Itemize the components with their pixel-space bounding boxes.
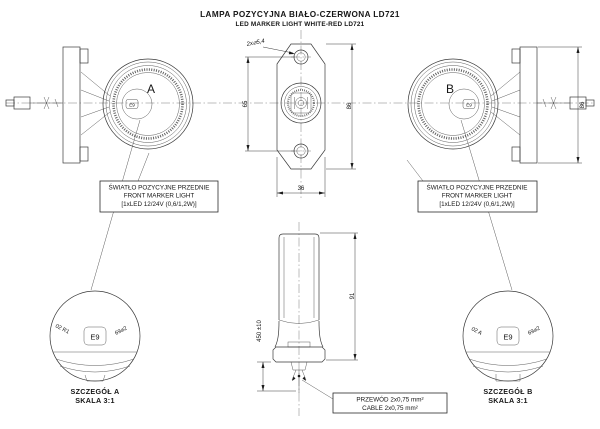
dim86r-text: 86 [580,101,586,109]
lamp-a-badge-text: E9 [129,102,135,108]
label-box-right-leader [407,160,423,181]
title [200,10,400,28]
detail-b-mark-left: 02 A [470,326,483,337]
detail-b-scale: SKALA 3:1 [488,396,528,405]
label-left-line3: [1xLED 12/24V (0,6/1,2W)] [121,201,197,208]
dim450-arrow-top [262,362,265,368]
lamp-arm-lines [81,72,110,135]
bracket-clip-bottom-right [512,147,520,161]
dim-cable-length [257,320,296,391]
lamp-b-arm-lines [491,72,520,135]
view-bottom [257,222,447,416]
cable-label-line2: CABLE 2x0,75 mm² [362,405,418,412]
cable-label-line1: PRZEWÓD 2x0,75 mm² [356,396,424,404]
detail-b-lens-seams [466,352,550,372]
detail-b [463,291,553,405]
cable-label-leader [302,380,333,399]
title-line-pl: LAMPA POZYCYJNA BIAŁO-CZERWONA LD721 [200,10,400,19]
title-line-en: LED MARKER LIGHT WHITE-RED LD721 [235,21,365,28]
label-left-line1: ŚWIATŁO POZYCYJNE PRZEDNIE [108,184,210,192]
detail-a-mark-right: 69⌀2 [114,325,129,337]
dim65-text: 65 [243,100,249,108]
detail-a [50,291,140,405]
dim450-arrow-bottom [262,385,265,391]
lamp-b-letter: B [445,82,455,96]
lamp-a-letter: A [146,82,156,96]
detail-b-badge-text: E9 [503,332,513,342]
dim86r-extension-lines [538,47,582,163]
label-right-line1: ŚWIATŁO POZYCYJNE PRZEDNIE [426,184,528,192]
view-side-left [6,47,193,290]
lamp-b-stipple-ring [419,70,488,139]
hole-note-arrow [289,51,295,54]
dim-plate-height [326,44,356,169]
dim36-text: 36 [297,186,305,192]
dim-body-height [320,233,358,360]
lamp-b-badge-text: E9 [466,102,472,108]
dim86r-arrow-top [577,47,580,53]
label-box-right [407,160,537,212]
label-box-left [100,153,218,212]
lamp-a-ring2 [106,62,190,146]
dim65-extension-lines [245,57,295,151]
bracket-plate-left [63,47,80,163]
dim86-text: 86 [347,102,353,110]
dim65-arrow-top [247,57,250,63]
dim65-arrow-bottom [247,145,250,151]
lamp-b-ring2 [411,62,495,146]
detail-a-mark-left: 02 R1 [54,323,71,336]
bracket-plate-right [520,47,537,163]
view-front [243,30,356,198]
dim-hole-spacing [243,57,295,151]
bracket-clip-bottom [80,147,88,161]
dim36-arrow-left [277,192,283,195]
lamp-b-ring3 [415,66,492,143]
detail-b-title: SZCZEGÓŁ B [483,387,533,396]
view-side-right [408,47,594,290]
lamp-a-ring3 [110,66,187,143]
bracket-clip-top-right [512,49,520,63]
detail-b-mark-right: 69⌀2 [527,325,542,337]
label-right-line3: [1xLED 12/24V (0,6/1,2W)] [439,201,515,208]
dim86-arrow-top [351,44,354,50]
bracket-clip-top [80,49,88,63]
cable-wires [292,370,306,393]
dim91-arrow-top [354,233,357,239]
dim86-arrow-bottom [351,163,354,169]
detail-a-title: SZCZEGÓŁ A [70,387,120,396]
label-box-left-leader [138,153,149,181]
detail-a-lens-seams [53,352,137,372]
detail-a-badge-text: E9 [90,332,100,342]
dim91-arrow-bottom [354,354,357,360]
cable-break-symbol [30,97,63,109]
cable-label-box [302,380,447,413]
label-right-line2: FRONT MARKER LIGHT [441,192,513,200]
label-left-line2: FRONT MARKER LIGHT [123,192,195,200]
lamp-a-stipple-ring [114,70,183,139]
hole-note [245,38,295,54]
hole-note-text: 2x⌀5,4 [246,38,266,48]
cable-knot [298,375,301,378]
dim36-arrow-right [319,192,325,195]
cable-break-symbol-right [537,97,570,109]
dim91-text: 91 [350,292,356,300]
dim86r-arrow-bottom [577,157,580,163]
detail-a-scale: SKALA 3:1 [75,396,115,405]
dim450-text: 450 ±10 [257,320,263,342]
